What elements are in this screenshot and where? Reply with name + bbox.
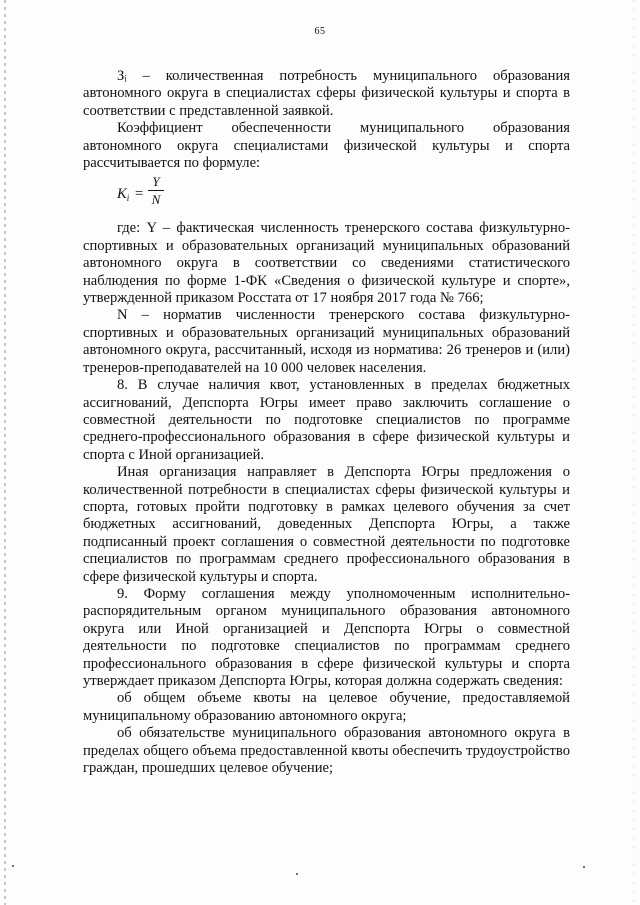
scan-edge-left — [4, 0, 6, 905]
formula-numerator: Y — [152, 174, 160, 190]
paragraph-employment-obligation: об обязательстве муниципального образования автономного округа в пределах общего объема предоставленной квоты обеспечить трудоустройство граждан, прошедших целевое обучение; — [83, 725, 570, 777]
paragraph-other-organization: Иная организация направляет в Депспорта Югры предложения о количественной потребности в специалистах сферы физической культуры и спорта, готовых пройти подготовку в рамках целевого обучения за счет бюджетных ассигнований, доведенных Депспорта Югры, а также подписанный проект соглашения о совместной деятельности по подготовке специалистов по программам среднего профессионального образования в сфере физической культуры и спорта. — [83, 464, 570, 585]
scan-dot — [12, 865, 14, 867]
paragraph-item-8: 8. В случае наличия квот, установленных в пределах бюджетных ассигнований, Депспорта Югры имеет право заключить соглашение о совместной деятельности по подготовке специалистов по программе среднего-профессионального образования в сфере физической культуры и спорта с Иной организацией. — [83, 377, 570, 463]
formula — [117, 174, 570, 214]
paragraph-coefficient-intro: Коэффициент обеспеченности муниципального образования автономного округа специалистами физической культуры и спорта рассчитывается по формуле: — [83, 120, 570, 172]
formula-denominator: N — [151, 192, 161, 208]
formula-fraction — [148, 174, 164, 207]
scan-dot — [583, 866, 585, 868]
paragraph-definition-n: N – норматив численности тренерского состава физкультурно-спортивных и образовательных организаций муниципальных образований автономного округа, рассчитанный, исходя из норматива: 26 тренеров и (или) тренеров-преподавателей на 10 000 человек населения. — [83, 307, 570, 376]
document-body — [83, 68, 570, 777]
paragraph-definition-y: где: Y – фактическая численность тренерского состава физкультурно-спортивных и образовательных организаций муниципальных образований автономного округа в соответствии со сведениями статистического наблюдения по форме 1-ФК «Сведения о физической культуре и спорте», утвержденной приказом Росстата от 17 ноября 2017 года № 766; — [83, 220, 570, 307]
paragraph-definition-z: Зᵢ – количественная потребность муниципального образования автономного округа в специалистах сферы физической культуры и спорта в соответствии с представленной заявкой. — [83, 68, 570, 119]
scan-dot — [296, 873, 298, 875]
page-number: 65 — [314, 26, 326, 37]
paragraph-quota-volume: об общем объеме квоты на целевое обучение, предоставляемой муниципальному образованию автономного округа; — [83, 690, 570, 724]
formula-equals: = — [135, 186, 144, 203]
scan-edge-right — [633, 0, 634, 905]
formula-lhs: $K_i$ — [117, 186, 130, 204]
paragraph-item-9: 9. Форму соглашения между уполномоченным исполнительно-распорядительным органом муниципального образования автономного округа или Иной организацией и Депспорта Югры о совместной деятельности по подготовке специалистов по программам среднего профессионального образования в сфере физической культуры и спорта утверждает приказом Депспорта Югры, которая должна содержать сведения: — [83, 585, 570, 689]
formula-fraction-bar — [148, 190, 164, 191]
